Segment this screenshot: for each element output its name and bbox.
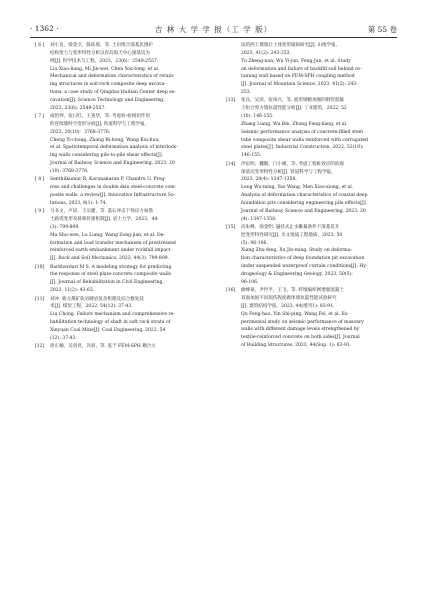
reference-entry <box>35 113 215 176</box>
reference-entry <box>226 287 406 350</box>
reference-line: Tu Zheng-nan, Wu Yi-jun, Feng Jun, et al. Study <box>241 58 351 64</box>
reference-continuation <box>226 42 406 97</box>
right-column <box>226 42 406 350</box>
reference-line: Ma Shu-wen, Lu Liang, Wang Zong-jian, et al. De- <box>50 232 165 238</box>
reference-line: drogeology & Engineering Geology, 2023, 50(5): <box>241 271 353 277</box>
reference-entry <box>35 42 215 113</box>
reference-number: [ 8 ] <box>35 177 45 183</box>
reference-line: Mechanical and deformation characteristics of retain- <box>50 74 175 80</box>
reference-line: [J]. Journal of Rehabilitation in Civil Engineering, <box>50 280 164 286</box>
reference-entry <box>35 296 215 343</box>
reference-entry <box>35 176 215 207</box>
reference-line: 土路堤变形及荷载传递机制[J]. 岩土力学，2023，44 <box>50 217 158 223</box>
reference-number: [ 6 ] <box>35 43 45 48</box>
reference-line: 成怡坤，张日红，王查华，等. 考虑桩-桩相切作用 <box>50 114 150 120</box>
reference-line: 挖变形特性研究[J]. 水文地质工程地质，2023, 50 <box>241 232 343 238</box>
reference-line: (10): 3768-3778. <box>50 169 89 174</box>
reference-line: [J]. 建筑结构学报，2023, 44(增刊1): 83-91. <box>241 303 335 309</box>
reference-line: 刘冲. 新元煤矿软岩硬岩复杂机理及综合修复技 <box>50 296 144 302</box>
reference-line: ress and challenges in double skin steel-concrete com- <box>50 185 177 191</box>
reference-line: perimental study on seismic performance of masonry <box>241 319 364 325</box>
reference-number: [11] <box>35 296 45 302</box>
reference-number: [13] <box>226 98 236 104</box>
reference-entry <box>226 224 406 287</box>
reference-entry <box>226 161 406 224</box>
left-column <box>35 42 215 351</box>
reference-line: formation and load transfer mechanism of prestressed <box>50 240 176 246</box>
reference-line: lutions, 2023, 8(1): 1-74. <box>50 200 107 206</box>
reference-line: Seismic performance analysis of concrete-filled steel <box>241 129 363 135</box>
reference-line: 2023, 20(10)：3768-3778. <box>50 129 111 135</box>
reference-line: Journal of Railway Science and Engineering, 2023, 20 <box>241 208 366 214</box>
reference-line: steel plates[J]. Industrial Construction, 2022, 52(10): <box>241 145 364 151</box>
reference-entry <box>35 343 215 351</box>
reference-line: 2023, 11(2): 43-63. <box>50 288 95 294</box>
reference-line: Qu Feng-hao, Yin Shi-ping, Wang Fei, et al. Ex- <box>241 311 349 317</box>
reference-line: posite walls: a review[J]. Innovative Infrastructure So- <box>50 193 176 199</box>
header-rule <box>30 37 397 38</box>
reference-line: foundation pits considering engineering pile effects[J]. <box>241 200 368 206</box>
reference-line: the response of steel plate-concrete composite walls <box>50 272 171 278</box>
reference-line: Analysis of deformation characteristics of coastal deep <box>241 193 368 199</box>
reference-line: of Building Structures, 2023, 44(Sup. 1): 83-91. <box>241 343 352 349</box>
reference-number: [16] <box>226 288 236 294</box>
reference-entry <box>35 264 215 295</box>
reference-line: (10): 146-155. <box>241 114 274 120</box>
reference-line: 涂正楠，吴羽君，冯羽，等. 基于 FEM-SPH 耦合方 <box>50 344 156 350</box>
reference-line: Journal of Railway Science and Engineering, 2023, 20 <box>50 161 175 167</box>
reference-line: 例[J]. 科学技术与工程，2023，23(6)：2549-2557. <box>50 58 159 64</box>
reference-line: 146-155. <box>241 153 262 159</box>
reference-line: tion characteristics of deep foundation pit excavation <box>241 256 365 262</box>
reference-line: ing walls considering pile-to-pile shear effects[J]. <box>50 153 164 159</box>
reference-line: Xiang Zhu-feng, Xu Jin-ming. Study on deforma- <box>241 248 352 254</box>
reference-line: 253. <box>241 90 252 96</box>
reference-line: 马书文，卢谅，王宗建，等. 落石冲击下预应力加筋 <box>50 209 153 215</box>
reference-line: (4): 1347-1358. <box>241 216 277 222</box>
reference-line: reinforced earth embankment under rockfall impact <box>50 248 171 254</box>
reference-line: 曲峰豪，尹世平，王飞，等. 纤维编织网增强混凝土 <box>241 288 344 294</box>
reference-number: [ 7 ] <box>35 114 45 120</box>
reference-line: 深基坑变形特性分析[J]. 铁道科学与工程学报， <box>241 169 336 175</box>
reference-line: [J]. Rock and Soil Mechanics, 2023, 44(3): 799-809. <box>50 256 170 262</box>
reference-line: [J]. Journal of Mountain Science, 2023, 41(2): 243- <box>241 82 358 88</box>
reference-line: 96-106. <box>241 279 259 285</box>
reference-line: Zhang Liang, Wu Bin, Zhang Feng-liang, et al. <box>241 121 348 127</box>
reference-entry <box>226 97 406 160</box>
reference-line: (3): 799-809. <box>50 224 80 230</box>
journal-title: 吉 林 大 学 学 报（工 学 版） <box>154 25 273 34</box>
reference-line: cavation[J]. Science Technology and Engineering, <box>50 97 165 103</box>
page-header <box>30 24 397 38</box>
reference-line: Barkhordari M S. A modeling strategy for predicting <box>50 264 172 270</box>
reference-number: [ 9 ] <box>35 209 45 215</box>
volume-label: 第 55 卷 <box>367 25 397 34</box>
reference-line: 张良，吴滨，张凤兴，等. 波形钢板加强的钢管混凝 <box>241 98 344 104</box>
reference-line: tube composite shear walls reinforced with corrugated <box>241 137 368 143</box>
reference-number: [10] <box>35 264 45 270</box>
page-number: · 1362 · <box>30 24 59 33</box>
reference-line: 冷伍明，魏徽，门小雄，等. 考虑工程桩效应的滨海 <box>241 161 344 167</box>
reference-line: (12): 37-43. <box>50 335 77 341</box>
reference-line: 土组合剪力墙抗震性能分析[J]. 工业建筑，2022, 52 <box>241 106 347 112</box>
reference-line: Cheng Yi-chong, Zhang Ri-hong, Wang Kui-hua, <box>50 137 160 143</box>
reference-line: Liu Xiao-liang, Mi Jin-wei, Chen You-tong, et al. <box>50 66 160 72</box>
reference-line: 术[J]. 煤炭工程，2022, 54(12): 37-43. <box>50 304 133 310</box>
reference-line: on deformation and failure of backfill soil behind re- <box>241 66 362 72</box>
reference-line: (5): 96-106. <box>241 240 268 246</box>
reference-line: Leng Wu-ming, Yao Wang, Men Xiao-xiong, et al. <box>241 185 354 191</box>
reference-line: ing structures in soil-rock composite deep excava- <box>50 82 166 88</box>
reference-line: 双面加固不同损伤程度砌体墙抗震性能试验研究 <box>241 296 337 301</box>
reference-number: [14] <box>226 161 236 167</box>
reference-entry <box>35 208 215 263</box>
reference-line: 向朱峰，徐金明. 悬挂式止水帷幕条件下深基坑开 <box>241 224 340 230</box>
reference-line: et al. Spatiotemporal deformation analysis of interlock- <box>50 145 178 151</box>
reference-line: walls with different damage levels strengthened by <box>241 327 360 333</box>
reference-line: Xinyuan Coal Mine[J]. Coal Engineering, 2022, 54 <box>50 327 166 333</box>
reference-number: [12] <box>35 344 45 350</box>
reference-line: 结构变力与变形特性分析以青岛海天中心深基坑为 <box>50 50 151 56</box>
reference-line: 2023, 23(6): 2549-2557. <box>50 105 106 111</box>
reference-line: Senthilkumar R, Karunakaran P, Chandru U. Prog- <box>50 177 166 183</box>
reference-line: habilitation technology of shaft in soft rock strata of <box>50 320 171 326</box>
reference-line: 的连续墙时空变形分析[J]. 铁道科学与工程学报， <box>50 121 150 127</box>
reference-line: under suspended waterproof curtain conditions[J]. Hy- <box>241 264 368 270</box>
reference-line: tions: a case study of Qingdao Haitian Center deep ex- <box>50 90 176 96</box>
reference-line: 2023, 20(4): 1347-1358. <box>241 177 297 183</box>
reference-line: 2023, 41(2): 243-253. <box>241 50 292 56</box>
reference-line: taining wall based on FEM-SPH coupling method <box>241 74 355 80</box>
reference-line: 法的西土墙墙后土体变形破损研究[J]. 山地学报， <box>241 43 341 48</box>
reference-line: textile-reinforced concrete on both sides[J]. Journal <box>241 335 360 341</box>
reference-line: Liu Chong. Failure mechanism and comprehensive re- <box>50 312 175 318</box>
reference-number: [15] <box>226 224 236 230</box>
reference-line: 刘小良，梁金卫，陈佑康，等. 土岩组合深基坑围护 <box>50 43 153 48</box>
